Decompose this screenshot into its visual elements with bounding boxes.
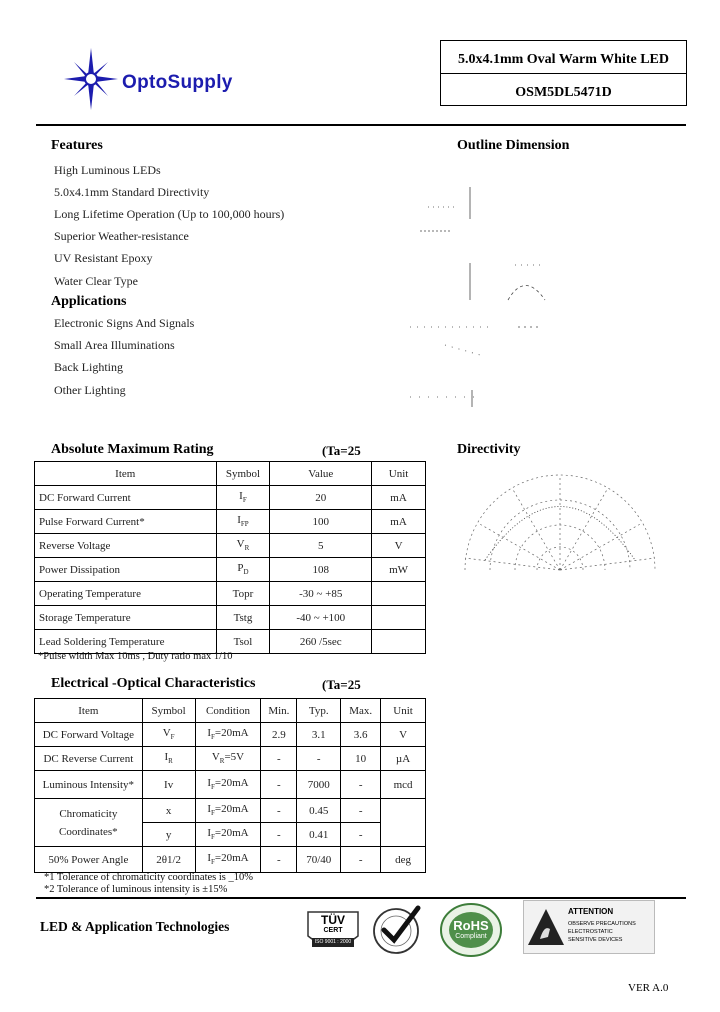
- product-title: 5.0x4.1mm Oval Warm White LED: [457, 52, 670, 67]
- col-condition: Condition: [195, 699, 261, 723]
- unit-cell: µA: [381, 747, 426, 771]
- symbol-cell: x: [142, 799, 195, 823]
- min-cell: -: [261, 747, 297, 771]
- item-cell: Reverse Voltage: [35, 534, 217, 558]
- unit-cell: mW: [372, 558, 426, 582]
- item-cell: DC Forward Current: [35, 486, 217, 510]
- col-unit: Unit: [381, 699, 426, 723]
- condition-cell: $I_F=20mA$: [195, 799, 261, 823]
- title-box: [440, 40, 687, 106]
- unit-cell: mA: [372, 510, 426, 534]
- unit-cell: [381, 799, 426, 847]
- directivity-plot: [455, 468, 665, 578]
- col-item: Item: [35, 462, 217, 486]
- logo: [60, 48, 270, 110]
- table-row: [35, 799, 426, 823]
- symbol-cell: y: [142, 823, 195, 847]
- table-row: [35, 847, 426, 873]
- symbol-cell: $I_R$: [142, 747, 195, 771]
- opto-star-icon: [60, 48, 122, 110]
- col-item: Item: [35, 699, 143, 723]
- unit-cell: [372, 582, 426, 606]
- symbol-cell: $I_{FP}$: [216, 510, 270, 534]
- abs-max-heading: Absolute Maximum Rating: [51, 442, 214, 457]
- col-value: Value: [270, 462, 372, 486]
- feature-item: Water Clear Type: [54, 274, 138, 288]
- table-header-row: [35, 462, 426, 486]
- typ-cell: 70/40: [297, 847, 341, 873]
- unit-cell: [372, 630, 426, 654]
- item-cell: DC Forward Voltage: [35, 723, 143, 747]
- company-name: LED & Application Technologies: [40, 919, 230, 934]
- item-cell: Lead Soldering Temperature: [35, 630, 217, 654]
- value-cell: 260 /5sec: [270, 630, 372, 654]
- item-cell: Power Dissipation: [35, 558, 217, 582]
- max-cell: -: [341, 799, 381, 823]
- typ-cell: 0.45: [297, 799, 341, 823]
- eo-condition: (Ta=25: [322, 677, 361, 692]
- symbol-cell: Iv: [142, 771, 195, 799]
- unit-cell: [372, 606, 426, 630]
- table-row: [35, 606, 426, 630]
- certified-check-icon: [370, 904, 422, 956]
- value-cell: 100: [270, 510, 372, 534]
- table-row: [35, 582, 426, 606]
- unit-cell: V: [372, 534, 426, 558]
- application-item: Electronic Signs And Signals: [54, 316, 195, 330]
- feature-item: Long Lifetime Operation (Up to 100,000 hours): [54, 207, 285, 221]
- outline-drawing: [400, 175, 580, 420]
- feature-item: 5.0x4.1mm Standard Directivity: [54, 185, 210, 199]
- max-cell: 10: [341, 747, 381, 771]
- item-cell: Operating Temperature: [35, 582, 217, 606]
- application-item: Small Area Illuminations: [54, 338, 175, 352]
- application-item: Back Lighting: [54, 360, 123, 374]
- value-cell: -30 ~ +85: [270, 582, 372, 606]
- condition-cell: $I_F=20mA$: [195, 771, 261, 799]
- condition-cell: $V_R=5V$: [195, 747, 261, 771]
- col-min: Min.: [261, 699, 297, 723]
- feature-item: High Luminous LEDs: [54, 163, 161, 177]
- item-cell: 50% Power Angle: [35, 847, 143, 873]
- features-heading: Features: [51, 138, 103, 153]
- chromaticity-item-cell: Chromaticity Coordinates*: [35, 799, 143, 847]
- eo-note-2: *2 Tolerance of luminous intensity is ±15%: [44, 884, 228, 895]
- max-cell: -: [341, 823, 381, 847]
- symbol-cell: 2θ1/2: [142, 847, 195, 873]
- value-cell: 5: [270, 534, 372, 558]
- value-cell: -40 ~ +100: [270, 606, 372, 630]
- table-row: [35, 558, 426, 582]
- table-row: [35, 534, 426, 558]
- col-typ: Typ.: [297, 699, 341, 723]
- condition-cell: $I_F=20mA$: [195, 823, 261, 847]
- eo-table: [34, 698, 426, 873]
- item-cell: Storage Temperature: [35, 606, 217, 630]
- min-cell: 2.9: [261, 723, 297, 747]
- symbol-cell: $I_F$: [216, 486, 270, 510]
- min-cell: -: [261, 847, 297, 873]
- condition-cell: $I_F=20mA$: [195, 847, 261, 873]
- symbol-cell: Tsol: [216, 630, 270, 654]
- esd-warning-icon: [526, 907, 566, 947]
- min-cell: -: [261, 771, 297, 799]
- min-cell: -: [261, 799, 297, 823]
- table-row: [35, 486, 426, 510]
- outline-heading: Outline Dimension: [457, 138, 570, 153]
- eo-note-1: *1 Tolerance of chromaticity coordinates is _10%: [44, 872, 254, 883]
- min-cell: -: [261, 823, 297, 847]
- typ-cell: -: [297, 747, 341, 771]
- feature-item: Superior Weather-resistance: [54, 229, 189, 243]
- unit-cell: deg: [381, 847, 426, 873]
- item-cell: DC Reverse Current: [35, 747, 143, 771]
- unit-cell: V: [381, 723, 426, 747]
- max-cell: 3.6: [341, 723, 381, 747]
- condition-cell: $I_F=20mA$: [195, 723, 261, 747]
- table-row: [35, 723, 426, 747]
- applications-heading: Applications: [51, 294, 127, 309]
- item-cell: Pulse Forward Current*: [35, 510, 217, 534]
- typ-cell: 0.41: [297, 823, 341, 847]
- application-item: Other Lighting: [54, 383, 126, 397]
- part-number: OSM5DL5471D: [515, 85, 612, 100]
- col-symbol: Symbol: [216, 462, 270, 486]
- max-cell: -: [341, 847, 381, 873]
- logo-text: OptoSupply: [122, 72, 233, 93]
- table-row: [35, 771, 426, 799]
- value-cell: 108: [270, 558, 372, 582]
- unit-cell: mcd: [381, 771, 426, 799]
- table-header-row: [35, 699, 426, 723]
- abs-max-table: [34, 461, 426, 654]
- item-cell: Luminous Intensity*: [35, 771, 143, 799]
- table-row: [35, 510, 426, 534]
- symbol-cell: Topr: [216, 582, 270, 606]
- footer-rule: [36, 897, 686, 899]
- header-rule: [36, 124, 686, 126]
- col-symbol: Symbol: [142, 699, 195, 723]
- typ-cell: 7000: [297, 771, 341, 799]
- eo-heading: Electrical -Optical Characteristics: [51, 676, 256, 691]
- symbol-cell: $P_D$: [216, 558, 270, 582]
- unit-cell: mA: [372, 486, 426, 510]
- tuv-cert-badge: TÜV CERT ISO 9001 : 2000: [304, 906, 362, 958]
- version-label: VER A.0: [628, 982, 669, 994]
- feature-item: UV Resistant Epoxy: [54, 251, 153, 265]
- abs-max-condition: (Ta=25: [322, 443, 361, 458]
- col-unit: Unit: [372, 462, 426, 486]
- value-cell: 20: [270, 486, 372, 510]
- symbol-cell: $V_R$: [216, 534, 270, 558]
- symbol-cell: $V_F$: [142, 723, 195, 747]
- directivity-heading: Directivity: [457, 442, 521, 457]
- col-max: Max.: [341, 699, 381, 723]
- table-row: [35, 630, 426, 654]
- table-row: [35, 747, 426, 771]
- abs-max-note: *Pulse width Max 10ms , Duty ratio max 1/10: [38, 651, 233, 662]
- esd-warning-block: ATTENTION OBSERVE PRECAUTIONS ELECTROSTATIC SENSITIVE DEVICES: [523, 900, 655, 954]
- title-divider: [441, 73, 686, 74]
- typ-cell: 3.1: [297, 723, 341, 747]
- rohs-badge: RoHS Compliant: [437, 902, 505, 958]
- symbol-cell: Tstg: [216, 606, 270, 630]
- max-cell: -: [341, 771, 381, 799]
